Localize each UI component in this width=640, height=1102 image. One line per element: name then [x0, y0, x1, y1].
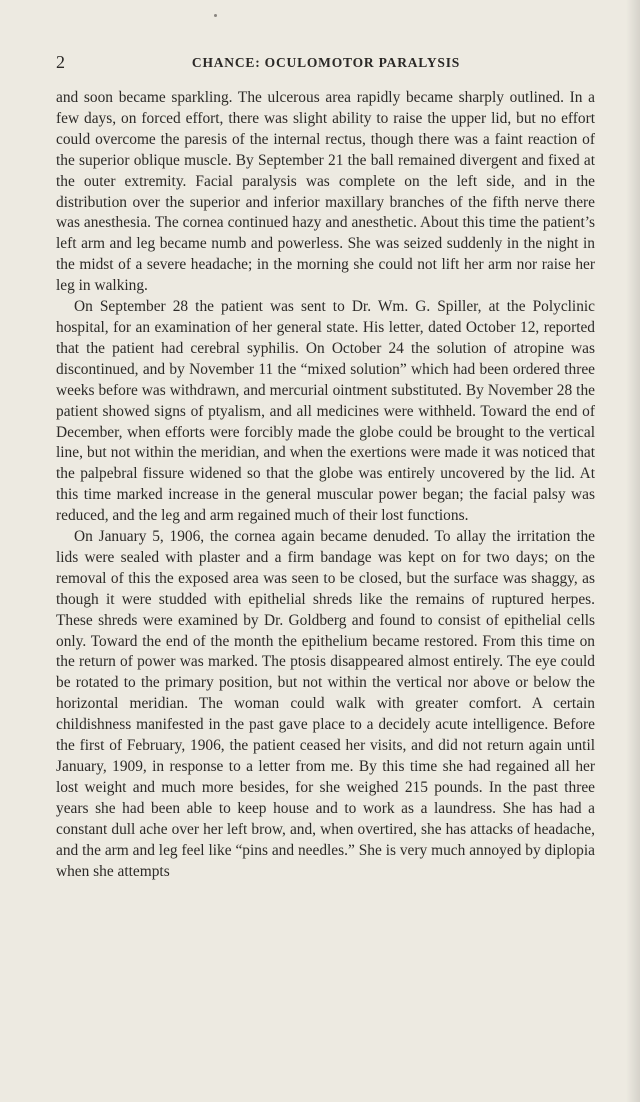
paragraph: and soon became sparkling. The ulcerous area rapidly became sharply outlined. In a few days, on forced effort, there was slight ability to raise the upper lid, but no effort could overcome the paresis of the internal rectus, though there was a faint reaction of the superior oblique muscle. By September 21 the ball remained divergent and fixed at the outer extremity. Facial paralysis was complete on the left side, and in the distribution over the superior and inferior maxillary branches of the fifth nerve there was anesthesia. The cornea continued hazy and anesthetic. About this time the patient’s left arm and leg became numb and powerless. She was seized suddenly in the night in the midst of a severe headache; in the morning she could not lift her arm nor raise her leg in walking.: [56, 89, 595, 295]
paragraph: On September 28 the patient was sent to Dr. Wm. G. Spiller, at the Polyclinic hospital, for an examination of her general state. His letter, dated October 12, reported that the patient had cerebral syphilis. On October 24 the solution of atropine was discontinued, and by November 11 the “mixed solution” which had been ordered three weeks before was withdrawn, and mercurial ointment substituted. By November 28 the patient showed signs of ptyalism, and all medicines were withheld. Toward the end of December, when efforts were forcibly made the globe could be brought to the vertical line, but not within the meridian, and when the exertions were made it was noticed that the palpebral fissure widened so that the globe was entirely uncovered by the lid. At this time marked increase in the general muscular power began; the facial palsy was reduced, and the leg and arm regained much of their lost functions.: [56, 298, 595, 525]
page-header: [56, 52, 596, 76]
paper-speck: [214, 14, 217, 17]
page-number: 2: [56, 52, 65, 72]
body-text: [56, 88, 595, 882]
running-head: CHANCE: OCULOMOTOR PARALYSIS: [191, 55, 461, 70]
paragraph: On January 5, 1906, the cornea again became denuded. To allay the irritation the lids were sealed with plaster and a firm bandage was kept on for two days; on the removal of this the exposed area was seen to be closed, but the surface was shaggy, as though it were studded with epithelial shreds like the remains of ruptured herpes. These shreds were examined by Dr. Goldberg and found to consist of epithelial cells only. Toward the end of the month the epithelium became restored. From this time on the return of power was marked. The ptosis disappeared almost entirely. The eye could be rotated to the primary position, but not within the vertical nor above or below the horizontal meridian. The woman could walk with greater comfort. A certain childishness manifested in the past gave place to a decidely acute intelligence. Before the first of February, 1906, the patient ceased her visits, and did not return again until January, 1909, in response to a letter from me. By this time she had regained all her lost weight and much more besides, for she weighed 215 pounds. In the past three years she had been able to keep house and to work as a laundress. She has had a constant dull ache over her left brow, and, when overtired, she has attacks of headache, and the arm and leg feel like “pins and needles.” She is very much annoyed by diplopia when she attempts: [56, 528, 595, 880]
page-edge-shadow: [626, 0, 640, 1102]
